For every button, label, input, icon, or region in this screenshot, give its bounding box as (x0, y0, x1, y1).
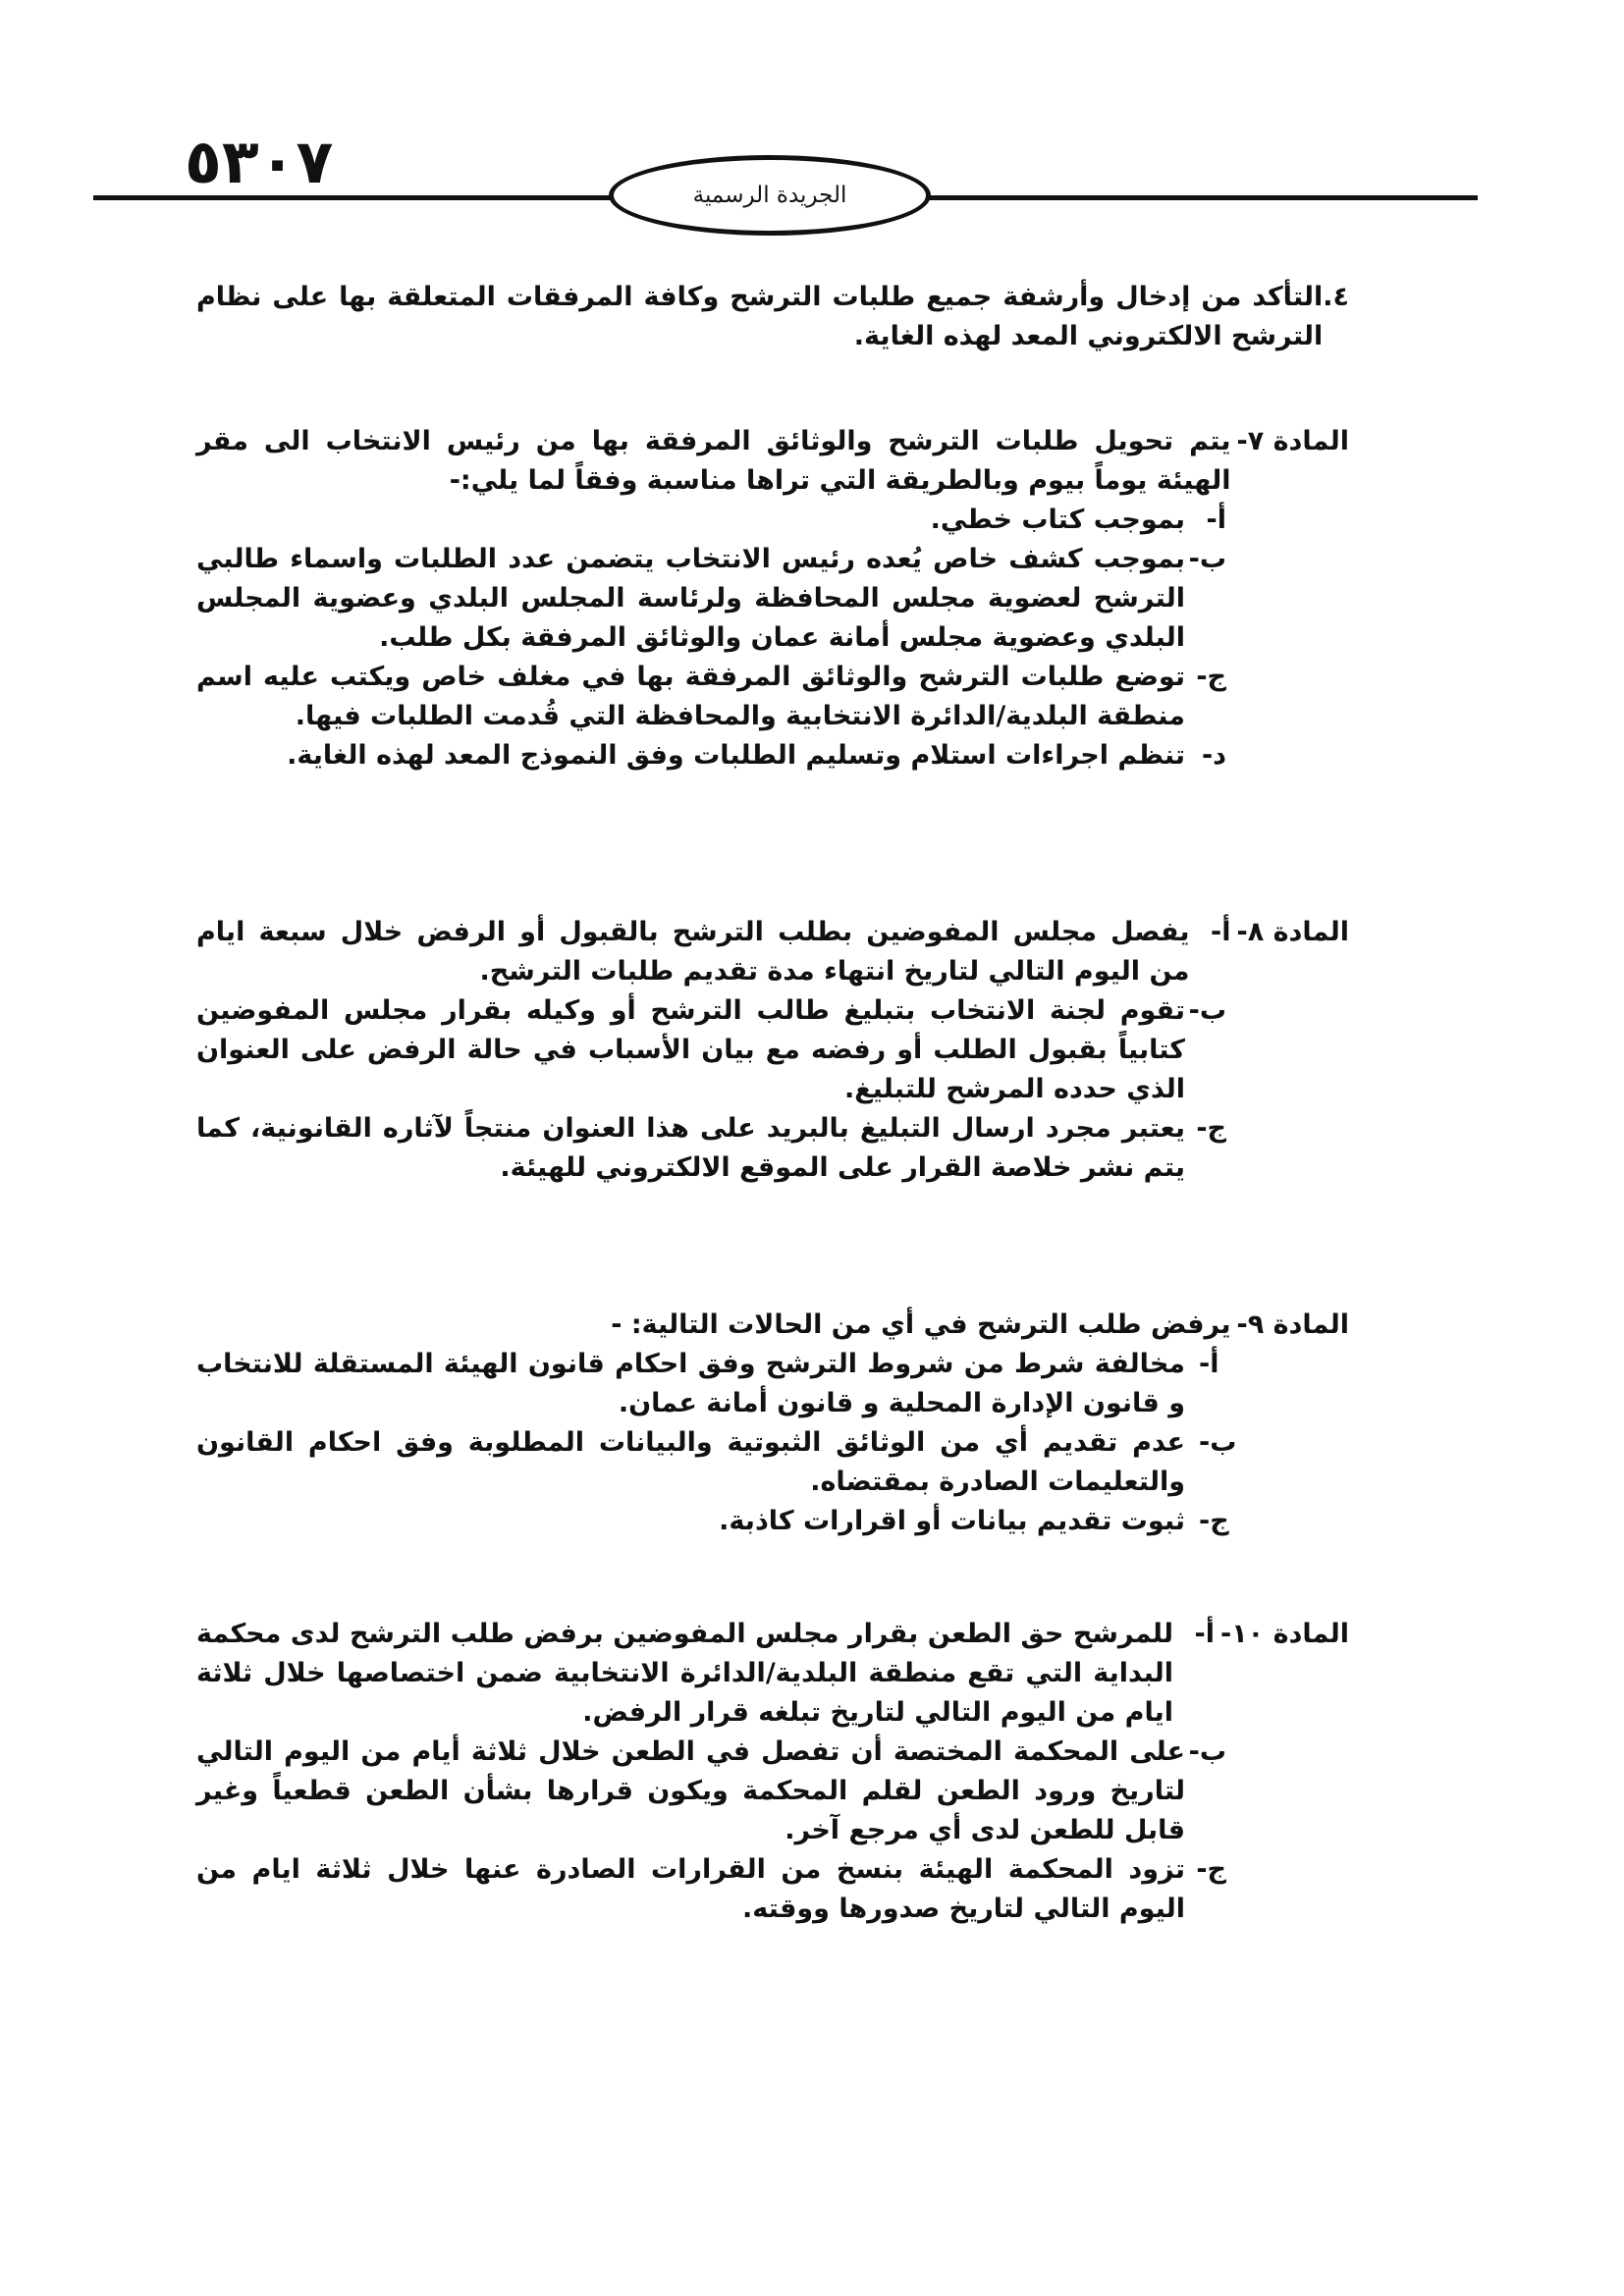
article-10-item-text: تزود المحكمة الهيئة بنسخ من القرارات الصادرة عنها خلال ثلاثة ايام من اليوم التالي لتاريخ صدورها ووقته. (196, 1854, 1185, 1924)
publication-title-text: الجريدة الرسمية (692, 183, 847, 208)
article-8-item-text: تقوم لجنة الانتخاب بتبليغ طالب الترشح أو وكيله بقرار مجلس المفوضين كتابياً بقبول الطلب أو رفضه مع بيان الأسباب في حالة الرفض على العنوان الذي حدده المرشح للتبليغ. (196, 995, 1185, 1104)
article-10-label: المادة ١٠- (1219, 1619, 1349, 1649)
article-10-first-mark: أ- (1194, 1619, 1215, 1649)
article-8 (196, 913, 1349, 1188)
article-9-text: يرفض طلب الترشح في أي من الحالات التالية: - (611, 1309, 1231, 1340)
article-9-item-text: عدم تقديم أي من الوثائق الثبوتية والبيانات المطلوبة وفق احكام القانون والتعليمات الصادرة بمقتضاه. (196, 1427, 1185, 1497)
article-10-first-text: للمرشح حق الطعن بقرار مجلس المفوضين برفض طلب الترشح لدى محكمة البداية التي تقع منطقة البلدية/الدائرة الانتخابية ضمن اختصاصها خلال ثلاثة ايام من اليوم التالي لتاريخ تبلغه قرار الرفض. (196, 1619, 1173, 1728)
article-10-item-text: على المحكمة المختصة أن تفصل في الطعن خلال ثلاثة أيام من اليوم التالي لتاريخ ورود الطعن لقلم المحكمة ويكون قرارها بشأن الطعن قطعياً وغير قابل للطعن لدى أي مرجع آخر. (196, 1736, 1185, 1845)
intro-item-number: ٤. (1323, 282, 1349, 312)
intro-item (196, 278, 1349, 356)
article-9-item-mark: ب- (1199, 1427, 1237, 1458)
article-7-item-text: توضع طلبات الترشح والوثائق المرفقة بها في مغلف خاص ويكتب عليه اسم منطقة البلدية/الدائرة الانتخابية والمحافظة التي قُدمت الطلبات فيها. (196, 662, 1185, 731)
article-8-label: المادة ٨- (1236, 917, 1349, 947)
article-7-item-mark: ب- (1188, 544, 1226, 574)
article-9 (196, 1306, 1349, 1541)
page-number: ٥٣٠٧ (185, 126, 334, 197)
article-7-label: المادة ٧- (1236, 426, 1349, 456)
article-8-item-mark: ب- (1188, 995, 1226, 1026)
article-9-item-text: ثبوت تقديم بيانات أو اقرارات كاذبة. (719, 1506, 1185, 1536)
article-10-item-mark: ج- (1196, 1854, 1226, 1885)
article-10 (196, 1615, 1349, 1929)
article-9-item-text: مخالفة شرط من شروط الترشح وفق احكام قانون الهيئة المستقلة للانتخاب و قانون الإدارة المحلية و قانون أمانة عمان. (196, 1349, 1185, 1418)
article-9-item-mark: ج- (1199, 1506, 1229, 1536)
article-7 (196, 422, 1349, 775)
article-8-first-text: يفصل مجلس المفوضين بطلب الترشح بالقبول أو الرفض خلال سبعة ايام من اليوم التالي لتاريخ انتهاء مدة تقديم طلبات الترشح. (196, 917, 1190, 987)
publication-title (609, 155, 931, 236)
article-7-item-mark: د- (1201, 740, 1226, 771)
intro-item-text: التأكد من إدخال وأرشفة جميع طلبات الترشح وكافة المرفقات المتعلقة بها على نظام الترشح الالكتروني المعد لهذه الغاية. (196, 282, 1324, 351)
article-10-item-mark: ب- (1188, 1736, 1226, 1767)
article-7-item-text: تنظم اجراءات استلام وتسليم الطلبات وفق النموذج المعد لهذه الغاية. (287, 740, 1185, 771)
article-7-item-text: بموجب كتاب خطي. (930, 505, 1185, 535)
article-7-text: يتم تحويل طلبات الترشح والوثائق المرفقة بها من رئيس الانتخاب الى مقر الهيئة يوماً بيوم وبالطريقة التي تراها مناسبة وفقاً لما يلي:- (196, 426, 1231, 496)
article-8-item-text: يعتبر مجرد ارسال التبليغ بالبريد على هذا العنوان منتجاً لآثاره القانونية، كما يتم نشر خلاصة القرار على الموقع الالكتروني للهيئة. (196, 1113, 1185, 1183)
article-7-item-text: بموجب كشف خاص يُعده رئيس الانتخاب يتضمن عدد الطلبات واسماء طالبي الترشح لعضوية مجلس المحافظة ولرئاسة المجلس البلدي وعضوية المجلس البلدي وعضوية مجلس أمانة عمان والوثائق المرفقة بكل طلب. (196, 544, 1185, 653)
article-7-item-mark: أ- (1206, 505, 1226, 535)
article-8-first-mark: أ- (1211, 917, 1231, 947)
article-9-label: المادة ٩- (1236, 1309, 1349, 1340)
article-8-item-mark: ج- (1196, 1113, 1226, 1144)
article-7-item-mark: ج- (1196, 662, 1226, 692)
article-9-item-mark: أ- (1199, 1349, 1219, 1379)
